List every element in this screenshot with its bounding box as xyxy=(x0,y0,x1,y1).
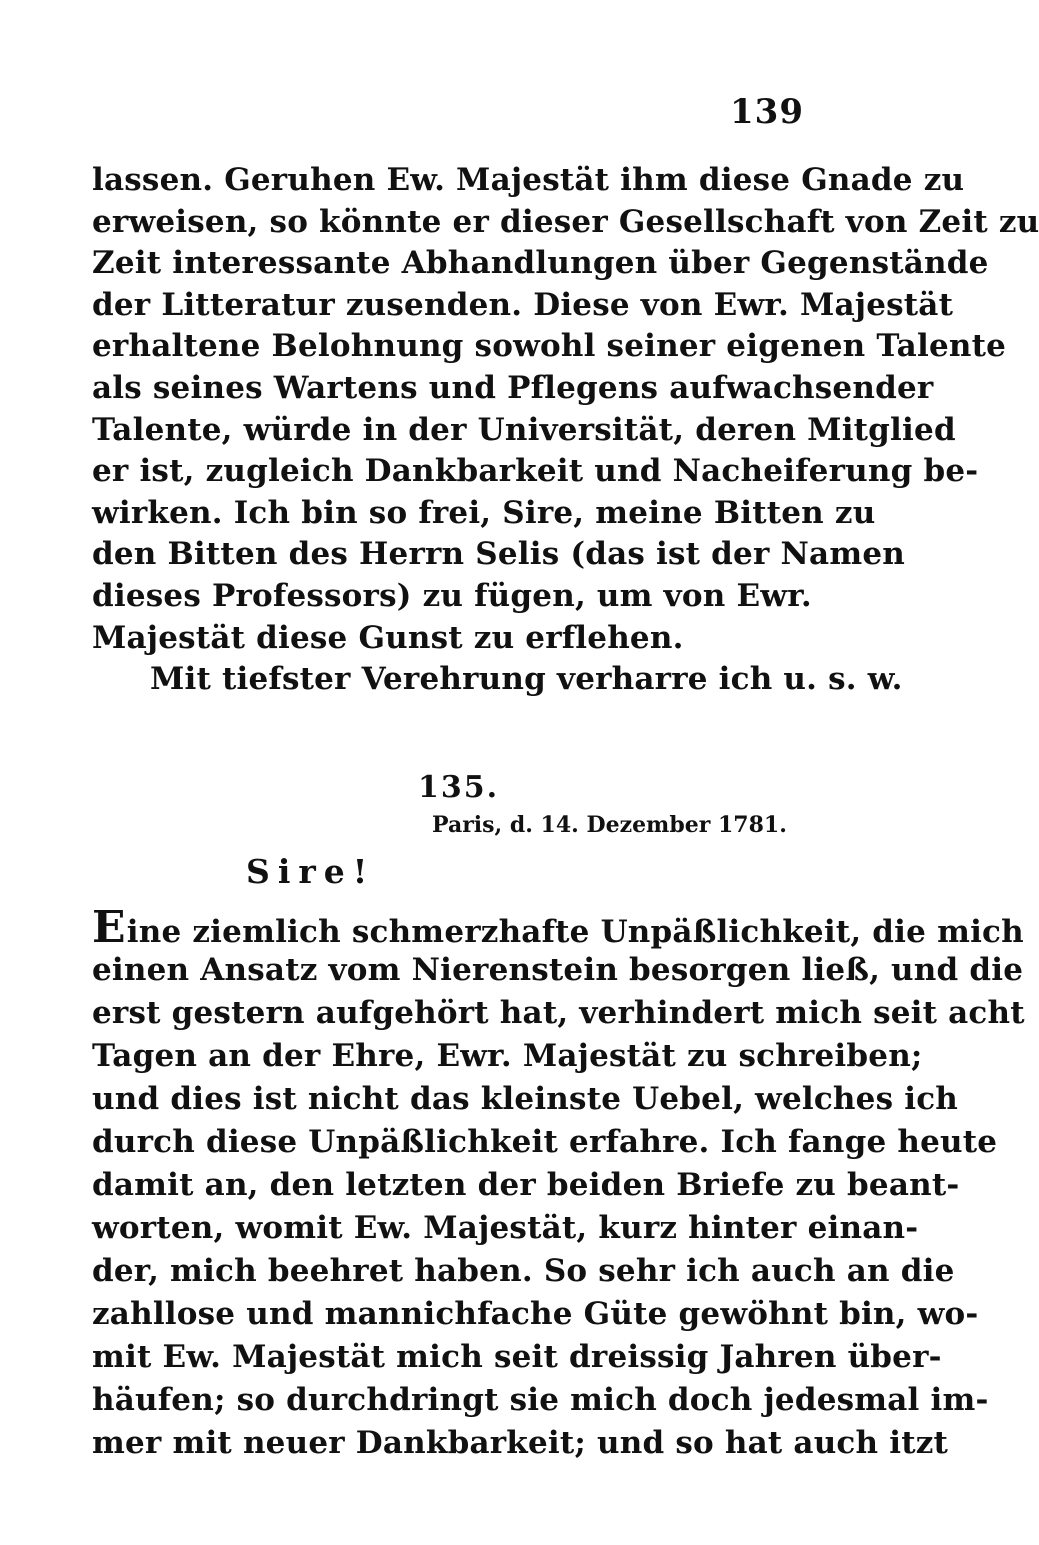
text-line: häufen; so durchdringt sie mich doch jedesmal im- xyxy=(92,1382,989,1418)
text-line: den Bitten des Herrn Selis (das ist der Namen xyxy=(92,536,905,573)
text-line: zahllose und mannichfache Güte gewöhnt bin, wo- xyxy=(92,1296,979,1332)
text-line: wirken. Ich bin so frei, Sire, meine Bitten zu xyxy=(92,494,876,531)
text-line: Majestät diese Gunst zu erflehen. xyxy=(92,619,684,656)
text-line: worten, womit Ew. Majestät, kurz hinter einan- xyxy=(92,1210,919,1246)
text-line: mit Ew. Majestät mich seit dreissig Jahren über- xyxy=(92,1339,942,1375)
letter-body xyxy=(92,902,1025,1465)
text-line: erweisen, so könnte er dieser Gesellschaft von Zeit zu xyxy=(92,203,1039,240)
text-line: dieses Professors) zu fügen, um von Ewr. xyxy=(92,577,812,614)
previous-letter-text xyxy=(92,160,1039,701)
text-line: Zeit interessante Abhandlungen über Gegenstände xyxy=(92,245,989,282)
page-number: 139 xyxy=(730,92,804,132)
text-line: und dies ist nicht das kleinste Uebel, welches ich xyxy=(92,1081,959,1117)
salutation: Sire! xyxy=(246,852,376,891)
text-line: mer mit neuer Dankbarkeit; und so hat auch itzt xyxy=(92,1425,949,1461)
closing-line: Mit tiefster Verehrung verharre ich u. s. w. xyxy=(150,661,903,698)
text-line: Tagen an der Ehre, Ewr. Majestät zu schreiben; xyxy=(92,1038,923,1074)
text-line: damit an, den letzten der beiden Briefe zu beant- xyxy=(92,1167,960,1203)
text-line: er ist, zugleich Dankbarkeit und Nacheiferung be- xyxy=(92,453,979,490)
text-line: als seines Wartens und Pflegens aufwachsender xyxy=(92,369,934,406)
text-line: erst gestern aufgehört hat, verhindert mich seit acht xyxy=(92,995,1025,1031)
text-line: einen Ansatz vom Nierenstein besorgen ließ, und die xyxy=(92,952,1024,988)
first-letter-line xyxy=(92,902,1024,953)
text-line: erhaltene Belohnung sowohl seiner eigenen Talente xyxy=(92,328,1007,365)
text-line: durch diese Unpäßlichkeit erfahre. Ich fange heute xyxy=(92,1124,998,1160)
drop-cap: E xyxy=(92,902,126,953)
text-line: Talente, würde in der Universität, deren Mitglied xyxy=(92,411,956,448)
letter-number: 135. xyxy=(418,770,500,805)
text-line: der, mich beehret haben. So sehr ich auch an die xyxy=(92,1253,955,1289)
dateline: Paris, d. 14. Dezember 1781. xyxy=(432,812,787,838)
first-line-rest: ine ziemlich schmerzhafte Unpäßlichkeit, die mich xyxy=(126,914,1024,950)
text-line: der Litteratur zusenden. Diese von Ewr. Majestät xyxy=(92,286,954,323)
text-line: lassen. Geruhen Ew. Majestät ihm diese Gnade zu xyxy=(92,162,965,198)
